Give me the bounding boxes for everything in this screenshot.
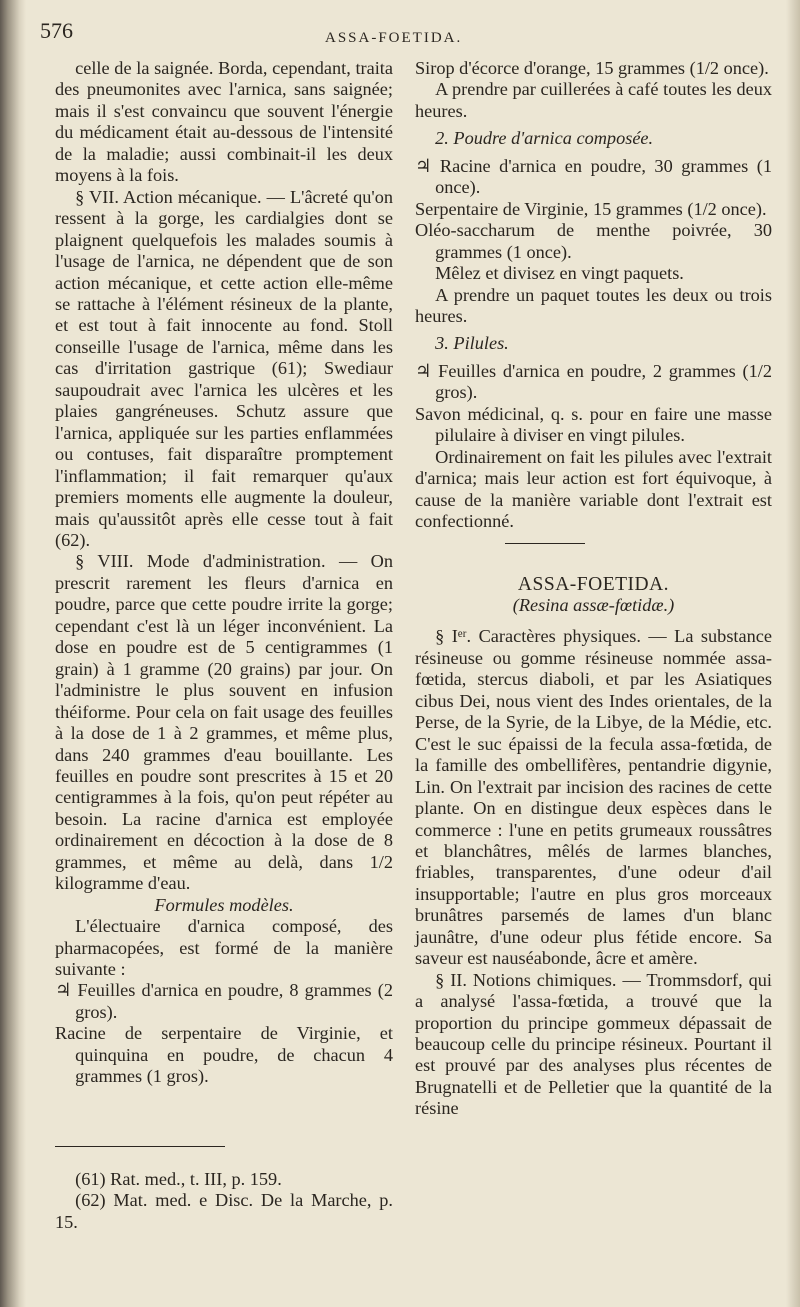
- article-subtitle: (Resina assæ-fœtidæ.): [512, 594, 675, 615]
- left-column: [55, 58, 393, 1233]
- recipe-line: Sirop d'écorce d'orange, 15 grammes (1/2 once).: [415, 58, 769, 78]
- recipe-line: ♃ Feuilles d'arnica en poudre, 2 grammes (1/2 gros).: [415, 360, 772, 403]
- recipe-instruction: A prendre un paquet toutes les deux ou trois heures.: [415, 284, 772, 326]
- paragraph-caracteres-physiques: § Iᵉʳ. Caractères physiques. — La substance résineuse ou gomme résineuse nommée assa-fœtida, stercus diaboli, et par les Asiatiques cibus Dei, nous vient des Indes orientales, de la Perse, de la Syrie, de la Libye, de la Médie, etc. C'est le suc épaissi de la fecula assa-fœtida, de la famille des ombellifères, pentandrie digynie, Lin. On l'extrait par incision des racines de cette plante. On en distingue deux espèces dans le commerce : l'une en petits grumeaux roussâtres et blanchâtres, mêlés de larmes blanches, friables, transparentes, d'une odeur d'ail insupportable; l'autre en plus gros morceaux brunâtres parsemés de lames d'un blanc jaunâtre, d'une odeur plus fétide encore. Sa saveur est nauséabonde, âcre et amère.: [415, 626, 772, 969]
- article-title: ASSA-FOETIDA.: [517, 573, 670, 595]
- footnotes: [55, 1169, 393, 1233]
- recipe-instruction: Mêlez et divisez en vingt paquets.: [435, 263, 684, 284]
- recipe-line: ♃ Feuilles d'arnica en poudre, 8 grammes (2 gros).: [55, 980, 393, 1022]
- paragraph-mode-administration: § VIII. Mode d'administration. — On prescrit rarement les fleurs d'arnica en poudre, parce que cette poudre irrite la gorge; cependant c'est là un léger inconvénient. La dose en poudre est de 5 centigrammes (1 grain) à 1 gramme (20 grains) par jour. On l'administre le plus souvent en infusion théiforme. Pour cela on fait usage des feuilles à la dose de 1 à 2 grammes, et même plus, dans 240 grammes d'eau bouillante. Les feuilles en poudre sont prescrites à 15 et 20 centigrammes à la fois, qu'on peut répéter au besoin. La racine d'arnica est employée ordinairement en décoction à la dose de 8 grammes, et même au delà, dans 1/2 kilogramme d'eau.: [55, 551, 393, 894]
- recipe-line: Oléo-saccharum de menthe poivrée, 30 grammes (1 once).: [415, 220, 772, 262]
- paragraph: L'électuaire d'arnica composé, des pharmacopées, est formé de la manière suivante :: [55, 916, 393, 980]
- page-edge-shadow: [786, 0, 800, 1307]
- recipe-title: 3. Pilules.: [435, 333, 509, 354]
- paragraph-notions-chimiques: § II. Notions chimiques. — Trommsdorf, qui a analysé l'assa-fœtida, a trouvé que la proportion du principe gommeux dépassait de beaucoup celle du principe résineux. Pourtant il est prouvé par des analyses plus récentes de Brugnatelli et de Pelletier que la quantité de la résine: [415, 969, 772, 1119]
- page-number: 576: [40, 18, 73, 43]
- recipe-line: Racine de serpentaire de Virginie, et quinquina en poudre, de chacun 4 grammes (1 gros).: [55, 1023, 393, 1087]
- recipe-title: 2. Poudre d'arnica composée.: [435, 128, 654, 149]
- recipe-line: ♃ Racine d'arnica en poudre, 30 grammes (1 once).: [415, 155, 772, 198]
- paragraph: Ordinairement on fait les pilules avec l'extrait d'arnica; mais leur action est fort équivoque, à cause de la manière variable dont l'extrait est confectionné.: [415, 446, 772, 532]
- recipe-line: Savon médicinal, q. s. pour en faire une masse pilulaire à diviser en vingt pilules.: [415, 403, 772, 446]
- page-header: [40, 12, 760, 52]
- footnote-61: (61) Rat. med., t. III, p. 159.: [75, 1168, 282, 1189]
- section-title-formules: Formules modèles.: [154, 894, 294, 915]
- running-head: ASSA-FOETIDA.: [325, 30, 463, 46]
- recipe-instruction: A prendre par cuillerées à café toutes les deux heures.: [415, 79, 772, 121]
- footnote-62: (62) Mat. med. e Disc. De la Marche, p. 15.: [55, 1190, 393, 1232]
- divider-rule: [505, 543, 585, 544]
- paragraph: celle de la saignée. Borda, cependant, traita des pneumonites avec l'arnica, sans saignée; mais il s'est convaincu que souvent l'énergie du médicament était au-dessous de l'intensité de la maladie; aussi combinait-il les deux moyens à la fois.: [55, 58, 393, 186]
- footnote-separator: [55, 1146, 225, 1147]
- right-column: [415, 58, 772, 1120]
- recipe-line: Serpentaire de Virginie, 15 grammes (1/2 once).: [415, 198, 767, 219]
- book-spine-shadow: [0, 0, 26, 1307]
- paragraph-action-mecanique: § VII. Action mécanique. — L'âcreté qu'on ressent à la gorge, les cardialgies dont se plaignent quelquefois les malades soumis à l'usage de l'arnica, ne dépendent que de son action mécanique, et cette action elle-même se rattache à l'élément résineux de la plante, et est tout à fait innocente au fond. Stoll conseille l'usage de l'arnica, même dans les cas d'irritation gastrique (61); Swediaur saupoudrait avec l'arnica les ulcères et les plaies gangréneuses. Schutz assure que l'arnica, appliquée sur les parties enflammées ou contuses, fait disparaître promptement l'inflammation; il fait remarquer qu'aux premiers moments elle augmente la douleur, mais qu'aussitôt après elle cesse tout à fait (62).: [55, 186, 393, 550]
